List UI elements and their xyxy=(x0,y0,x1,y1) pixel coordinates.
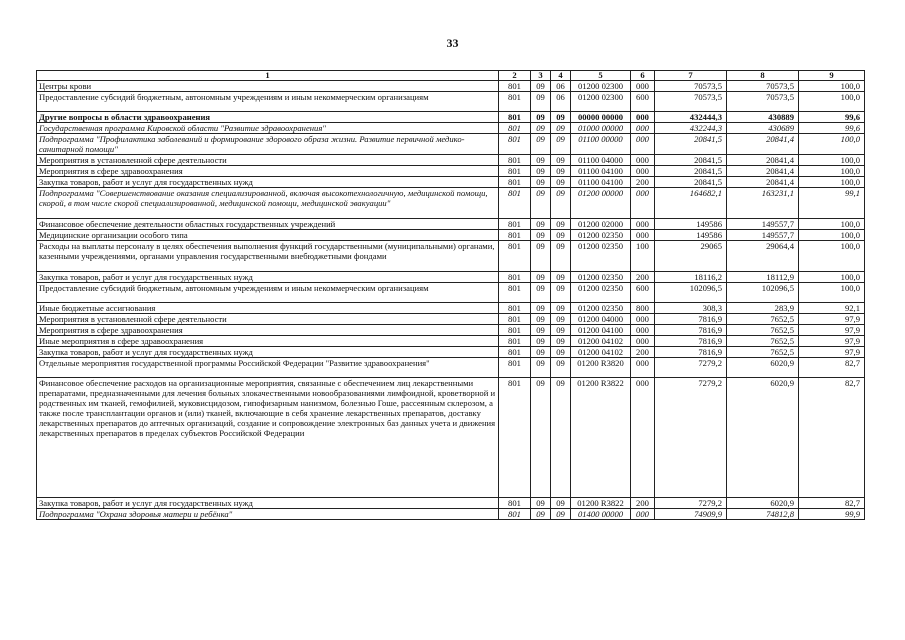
code-subsection: 09 xyxy=(551,358,571,378)
actual-amount: 29064,4 xyxy=(727,241,799,272)
table-row xyxy=(37,134,865,155)
table-row xyxy=(37,303,865,314)
execution-percent: 99,6 xyxy=(799,123,865,134)
execution-percent: 82,7 xyxy=(799,358,865,378)
code-section: 09 xyxy=(531,241,551,272)
code-section: 09 xyxy=(531,219,551,230)
code-section: 09 xyxy=(531,155,551,166)
row-name: Иные мероприятия в сфере здравоохранения xyxy=(37,336,499,347)
code-subsection: 09 xyxy=(551,283,571,303)
target-article: 01100 04100 xyxy=(571,177,631,188)
row-name: Расходы на выплаты персоналу в целях обеспечения выполнения функций государственными (муниципальными) органами, казенными учреждениями, органами управления государственными внебюджетными фондами xyxy=(37,241,499,272)
plan-amount: 20841,5 xyxy=(655,155,727,166)
plan-amount: 308,3 xyxy=(655,303,727,314)
expense-type: 000 xyxy=(631,336,655,347)
table-row xyxy=(37,81,865,92)
table-row xyxy=(37,314,865,325)
target-article: 01200 02350 xyxy=(571,241,631,272)
row-name: Закупка товаров, работ и услуг для государственных нужд xyxy=(37,347,499,358)
code-subsection: 09 xyxy=(551,336,571,347)
row-name: Закупка товаров, работ и услуг для государственных нужд xyxy=(37,272,499,283)
code-subsection: 09 xyxy=(551,112,571,123)
code-ministry: 801 xyxy=(499,303,531,314)
table-row xyxy=(37,358,865,378)
expense-type: 000 xyxy=(631,378,655,498)
code-subsection: 09 xyxy=(551,272,571,283)
code-subsection: 09 xyxy=(551,177,571,188)
execution-percent: 99,6 xyxy=(799,112,865,123)
column-number: 1 xyxy=(37,71,499,81)
execution-percent: 99,9 xyxy=(799,509,865,520)
table-row xyxy=(37,272,865,283)
row-name: Мероприятия в установленной сфере деятельности xyxy=(37,155,499,166)
table-row xyxy=(37,219,865,230)
code-ministry: 801 xyxy=(499,336,531,347)
code-subsection: 09 xyxy=(551,498,571,509)
target-article: 01200 04102 xyxy=(571,347,631,358)
table-row xyxy=(37,347,865,358)
target-article: 01200 02350 xyxy=(571,303,631,314)
code-ministry: 801 xyxy=(499,112,531,123)
plan-amount: 7816,9 xyxy=(655,336,727,347)
table-row xyxy=(37,509,865,520)
code-subsection: 09 xyxy=(551,241,571,272)
row-name: Мероприятия в сфере здравоохранения xyxy=(37,166,499,177)
code-ministry: 801 xyxy=(499,509,531,520)
code-section: 09 xyxy=(531,272,551,283)
actual-amount: 430889 xyxy=(727,112,799,123)
actual-amount: 20841,4 xyxy=(727,177,799,188)
table-row xyxy=(37,112,865,123)
code-ministry: 801 xyxy=(499,314,531,325)
actual-amount: 163231,1 xyxy=(727,188,799,219)
code-section: 09 xyxy=(531,177,551,188)
target-article: 01200 R3820 xyxy=(571,358,631,378)
column-number: 5 xyxy=(571,71,631,81)
code-section: 09 xyxy=(531,283,551,303)
code-section: 09 xyxy=(531,314,551,325)
expense-type: 100 xyxy=(631,241,655,272)
target-article: 01200 02300 xyxy=(571,81,631,92)
actual-amount: 7652,5 xyxy=(727,347,799,358)
code-ministry: 801 xyxy=(499,123,531,134)
column-number: 3 xyxy=(531,71,551,81)
code-ministry: 801 xyxy=(499,134,531,155)
code-section: 09 xyxy=(531,112,551,123)
expense-type: 000 xyxy=(631,155,655,166)
row-name: Иные бюджетные ассигнования xyxy=(37,303,499,314)
code-ministry: 801 xyxy=(499,166,531,177)
target-article: 01200 04102 xyxy=(571,336,631,347)
actual-amount: 74812,8 xyxy=(727,509,799,520)
plan-amount: 29065 xyxy=(655,241,727,272)
target-article: 01200 R3822 xyxy=(571,378,631,498)
plan-amount: 20841,5 xyxy=(655,134,727,155)
expense-type: 000 xyxy=(631,123,655,134)
target-article: 01000 00000 xyxy=(571,123,631,134)
expense-type: 200 xyxy=(631,347,655,358)
code-ministry: 801 xyxy=(499,188,531,219)
expense-type: 000 xyxy=(631,166,655,177)
actual-amount: 20841,4 xyxy=(727,134,799,155)
actual-amount: 18112,9 xyxy=(727,272,799,283)
target-article: 01200 02300 xyxy=(571,92,631,112)
table-body xyxy=(37,71,865,520)
code-ministry: 801 xyxy=(499,241,531,272)
code-ministry: 801 xyxy=(499,92,531,112)
plan-amount: 7816,9 xyxy=(655,347,727,358)
execution-percent: 97,9 xyxy=(799,347,865,358)
actual-amount: 20841,4 xyxy=(727,155,799,166)
target-article: 01200 R3822 xyxy=(571,498,631,509)
expense-type: 000 xyxy=(631,358,655,378)
actual-amount: 6020,9 xyxy=(727,378,799,498)
table-row xyxy=(37,283,865,303)
plan-amount: 7279,2 xyxy=(655,358,727,378)
row-name: Центры крови xyxy=(37,81,499,92)
column-number: 8 xyxy=(727,71,799,81)
execution-percent: 99,1 xyxy=(799,188,865,219)
code-ministry: 801 xyxy=(499,155,531,166)
actual-amount: 6020,9 xyxy=(727,498,799,509)
execution-percent: 92,1 xyxy=(799,303,865,314)
plan-amount: 149586 xyxy=(655,219,727,230)
execution-percent: 82,7 xyxy=(799,378,865,498)
row-name: Мероприятия в установленной сфере деятельности xyxy=(37,314,499,325)
target-article: 01100 04000 xyxy=(571,155,631,166)
table-row xyxy=(37,92,865,112)
table-row xyxy=(37,325,865,336)
code-ministry: 801 xyxy=(499,230,531,241)
row-name: Подпрограмма "Охрана здоровья матери и ребёнка" xyxy=(37,509,499,520)
plan-amount: 74909,9 xyxy=(655,509,727,520)
code-ministry: 801 xyxy=(499,378,531,498)
code-section: 09 xyxy=(531,303,551,314)
target-article: 01200 02000 xyxy=(571,219,631,230)
code-subsection: 09 xyxy=(551,134,571,155)
table-row xyxy=(37,123,865,134)
execution-percent: 100,0 xyxy=(799,155,865,166)
table-row xyxy=(37,230,865,241)
expense-type: 000 xyxy=(631,81,655,92)
actual-amount: 149557,7 xyxy=(727,230,799,241)
row-name: Мероприятия в сфере здравоохранения xyxy=(37,325,499,336)
table-row xyxy=(37,378,865,498)
target-article: 01400 00000 xyxy=(571,509,631,520)
execution-percent: 97,9 xyxy=(799,325,865,336)
execution-percent: 82,7 xyxy=(799,498,865,509)
actual-amount: 70573,5 xyxy=(727,92,799,112)
target-article: 01200 02350 xyxy=(571,283,631,303)
execution-percent: 100,0 xyxy=(799,166,865,177)
code-section: 09 xyxy=(531,347,551,358)
execution-percent: 100,0 xyxy=(799,272,865,283)
expense-type: 000 xyxy=(631,230,655,241)
code-subsection: 09 xyxy=(551,230,571,241)
execution-percent: 97,9 xyxy=(799,314,865,325)
row-name: Государственная программа Кировской области "Развитие здравоохранения" xyxy=(37,123,499,134)
actual-amount: 430689 xyxy=(727,123,799,134)
target-article: 01100 00000 xyxy=(571,134,631,155)
expense-type: 200 xyxy=(631,272,655,283)
plan-amount: 7816,9 xyxy=(655,314,727,325)
table-row xyxy=(37,336,865,347)
target-article: 01200 02350 xyxy=(571,272,631,283)
code-section: 09 xyxy=(531,166,551,177)
actual-amount: 149557,7 xyxy=(727,219,799,230)
plan-amount: 7279,2 xyxy=(655,498,727,509)
execution-percent: 100,0 xyxy=(799,230,865,241)
row-name: Финансовое обеспечение деятельности областных государственных учреждений xyxy=(37,219,499,230)
plan-amount: 20841,5 xyxy=(655,177,727,188)
code-ministry: 801 xyxy=(499,177,531,188)
actual-amount: 7652,5 xyxy=(727,314,799,325)
execution-percent: 100,0 xyxy=(799,81,865,92)
column-number: 4 xyxy=(551,71,571,81)
target-article: 00000 00000 xyxy=(571,112,631,123)
code-section: 09 xyxy=(531,498,551,509)
expense-type: 000 xyxy=(631,314,655,325)
code-ministry: 801 xyxy=(499,219,531,230)
column-number: 9 xyxy=(799,71,865,81)
code-subsection: 06 xyxy=(551,92,571,112)
plan-amount: 164682,1 xyxy=(655,188,727,219)
code-ministry: 801 xyxy=(499,283,531,303)
code-subsection: 09 xyxy=(551,347,571,358)
table-row xyxy=(37,241,865,272)
expense-type: 600 xyxy=(631,283,655,303)
table-row xyxy=(37,177,865,188)
row-name: Медицинские организации особого типа xyxy=(37,230,499,241)
plan-amount: 102096,5 xyxy=(655,283,727,303)
column-number: 7 xyxy=(655,71,727,81)
code-ministry: 801 xyxy=(499,81,531,92)
actual-amount: 20841,4 xyxy=(727,166,799,177)
execution-percent: 100,0 xyxy=(799,219,865,230)
code-subsection: 06 xyxy=(551,81,571,92)
code-section: 09 xyxy=(531,134,551,155)
code-subsection: 09 xyxy=(551,166,571,177)
code-ministry: 801 xyxy=(499,347,531,358)
expense-type: 200 xyxy=(631,498,655,509)
expense-type: 000 xyxy=(631,219,655,230)
row-name: Другие вопросы в области здравоохранения xyxy=(37,112,499,123)
row-name: Закупка товаров, работ и услуг для государственных нужд xyxy=(37,177,499,188)
code-subsection: 09 xyxy=(551,314,571,325)
code-subsection: 09 xyxy=(551,123,571,134)
expense-type: 000 xyxy=(631,112,655,123)
code-section: 09 xyxy=(531,378,551,498)
code-subsection: 09 xyxy=(551,509,571,520)
expense-type: 600 xyxy=(631,92,655,112)
budget-table xyxy=(36,70,865,520)
actual-amount: 283,9 xyxy=(727,303,799,314)
code-subsection: 09 xyxy=(551,219,571,230)
row-name: Подпрограмма "Совершенствование оказания специализированной, включая высокотехнологичную, медицинской помощи, скорой, в том числе скорой специализированной, медицинской помощи, медицинской эвакуации" xyxy=(37,188,499,219)
code-ministry: 801 xyxy=(499,272,531,283)
expense-type: 800 xyxy=(631,303,655,314)
code-subsection: 09 xyxy=(551,155,571,166)
code-section: 09 xyxy=(531,230,551,241)
code-section: 09 xyxy=(531,509,551,520)
table-row xyxy=(37,166,865,177)
code-section: 09 xyxy=(531,358,551,378)
expense-type: 000 xyxy=(631,188,655,219)
plan-amount: 7816,9 xyxy=(655,325,727,336)
code-section: 09 xyxy=(531,92,551,112)
page-number: 33 xyxy=(446,36,459,50)
execution-percent: 100,0 xyxy=(799,177,865,188)
table-row xyxy=(37,155,865,166)
execution-percent: 100,0 xyxy=(799,134,865,155)
row-name: Предоставление субсидий бюджетным, автономным учреждениям и иным некоммерческим организациям xyxy=(37,283,499,303)
column-number: 2 xyxy=(499,71,531,81)
plan-amount: 70573,5 xyxy=(655,92,727,112)
execution-percent: 100,0 xyxy=(799,241,865,272)
row-name: Подпрограмма "Профилактика заболеваний и формирование здорового образа жизни. Развитие первичной медико-санитарной помощи" xyxy=(37,134,499,155)
plan-amount: 18116,2 xyxy=(655,272,727,283)
column-number: 6 xyxy=(631,71,655,81)
plan-amount: 149586 xyxy=(655,230,727,241)
row-name: Отдельные мероприятия государственной программы Российской Федерации "Развитие здравоохранения" xyxy=(37,358,499,378)
target-article: 01100 04100 xyxy=(571,166,631,177)
code-section: 09 xyxy=(531,123,551,134)
actual-amount: 102096,5 xyxy=(727,283,799,303)
code-ministry: 801 xyxy=(499,498,531,509)
row-name: Финансовое обеспечение расходов на организационные мероприятия, связанные с обеспечением лиц лекарственными препаратами, предназначенными для лечения больных злокачественными новообразованиями лимфоидной, кроветворной и родственных им тканей, гемофилией, муковисцидозом, гипофизарным нанизмом, болезнью Гоше, рассеянным склерозом, а также после трансплантации органов и (или) тканей, включающие в себя хранение лекарственных препаратов, доставку лекарственных препаратов до аптечных организаций, создание и сопровождение электронных баз данных учета и движения лекарственных препаратов в пределах субъектов Российской Федерации xyxy=(37,378,499,498)
actual-amount: 6020,9 xyxy=(727,358,799,378)
expense-type: 000 xyxy=(631,134,655,155)
actual-amount: 7652,5 xyxy=(727,325,799,336)
code-ministry: 801 xyxy=(499,325,531,336)
code-subsection: 09 xyxy=(551,325,571,336)
code-ministry: 801 xyxy=(499,358,531,378)
expense-type: 000 xyxy=(631,325,655,336)
code-subsection: 09 xyxy=(551,378,571,498)
target-article: 01200 04100 xyxy=(571,325,631,336)
table-row xyxy=(37,498,865,509)
plan-amount: 432244,3 xyxy=(655,123,727,134)
expense-type: 000 xyxy=(631,509,655,520)
actual-amount: 7652,5 xyxy=(727,336,799,347)
execution-percent: 100,0 xyxy=(799,92,865,112)
target-article: 01200 04000 xyxy=(571,314,631,325)
plan-amount: 70573,5 xyxy=(655,81,727,92)
code-subsection: 09 xyxy=(551,188,571,219)
code-section: 09 xyxy=(531,325,551,336)
expense-type: 200 xyxy=(631,177,655,188)
code-section: 09 xyxy=(531,81,551,92)
plan-amount: 432444,3 xyxy=(655,112,727,123)
code-subsection: 09 xyxy=(551,303,571,314)
column-number-row xyxy=(37,71,865,81)
code-section: 09 xyxy=(531,336,551,347)
execution-percent: 97,9 xyxy=(799,336,865,347)
execution-percent: 100,0 xyxy=(799,283,865,303)
actual-amount: 70573,5 xyxy=(727,81,799,92)
row-name: Закупка товаров, работ и услуг для государственных нужд xyxy=(37,498,499,509)
plan-amount: 20841,5 xyxy=(655,166,727,177)
plan-amount: 7279,2 xyxy=(655,378,727,498)
table-row xyxy=(37,188,865,219)
code-section: 09 xyxy=(531,188,551,219)
row-name: Предоставление субсидий бюджетным, автономным учреждениям и иным некоммерческим организациям xyxy=(37,92,499,112)
target-article: 01200 00000 xyxy=(571,188,631,219)
target-article: 01200 02350 xyxy=(571,230,631,241)
